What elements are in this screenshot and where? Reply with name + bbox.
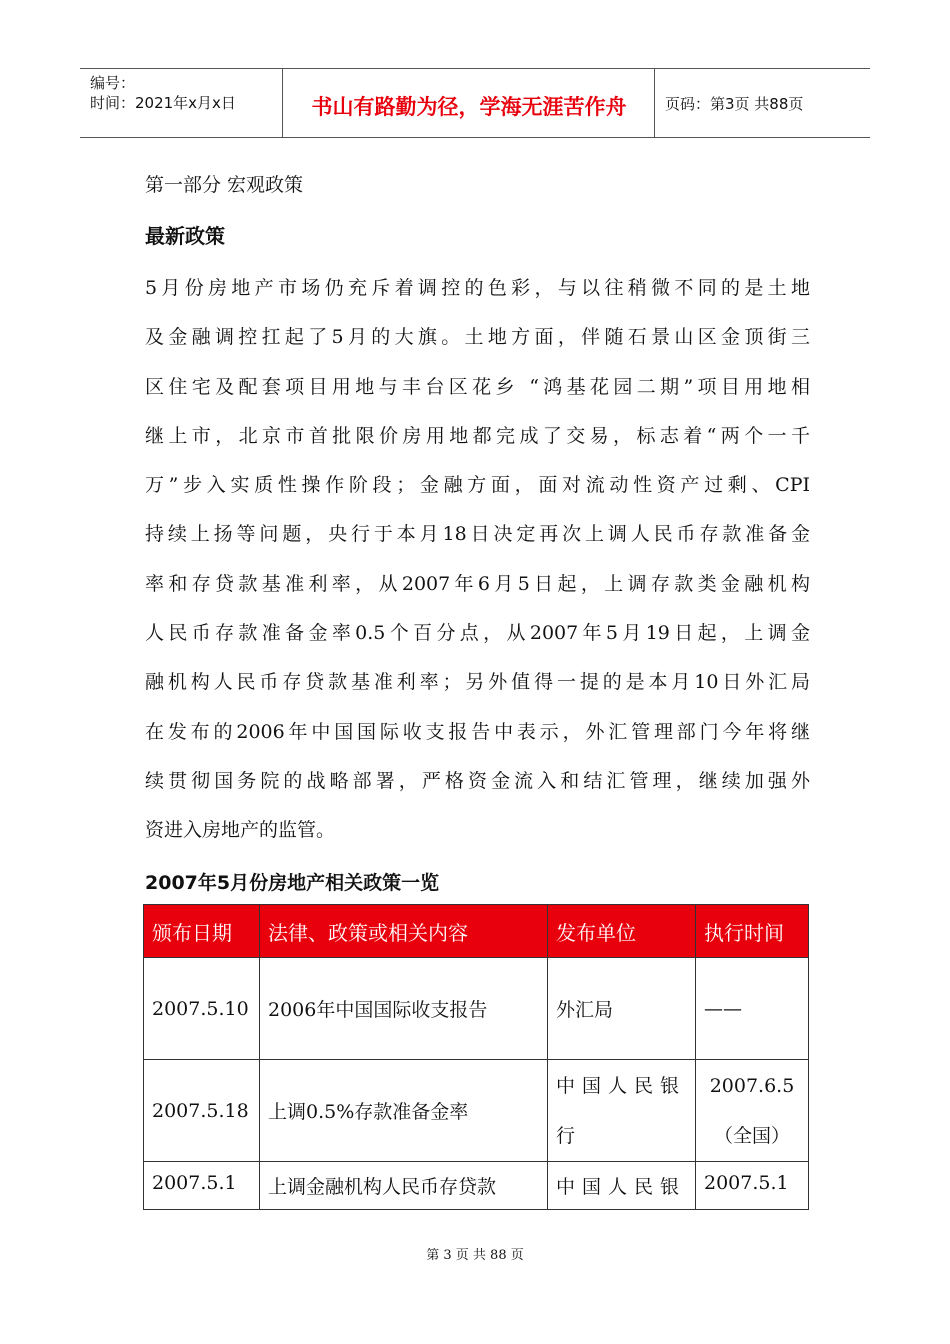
table-row — [144, 958, 809, 1060]
cell-effective: 2007.5.1 — [696, 1162, 809, 1210]
paragraph-line: 持续上扬等问题，央行于本月18日决定再次上调人民币存款准备金 — [145, 523, 810, 546]
cell-content: 上调0.5%存款准备金率 — [260, 1060, 548, 1162]
section-title: 第一部分 宏观政策 — [145, 174, 304, 196]
paragraph-line: 区住宅及配套项目用地与丰台区花乡 “鸿基花园二期”项目用地相 — [145, 375, 810, 398]
header-motto: 书山有路勤为径，学海无涯苦作舟 — [311, 95, 627, 119]
cell-date: 2007.5.10 — [144, 958, 260, 1060]
cell-content: 上调金融机构人民币存贷款 — [260, 1162, 548, 1210]
cell-issuer: 中国人民银 — [548, 1162, 696, 1210]
paragraph-line: 万”步入实质性操作阶段；金融方面，面对流动性资产过剩、CPI — [145, 474, 810, 497]
paragraph-line: 5月份房地产市场仍充斥着调控的色彩，与以往稍微不同的是土地 — [145, 277, 810, 299]
column-header: 执行时间 — [696, 905, 809, 958]
paragraph-line: 资进入房地产的监管。 — [145, 819, 336, 842]
table-row — [144, 1162, 809, 1210]
column-header: 法律、政策或相关内容 — [260, 905, 548, 958]
cell-content: 2006年中国国际收支报告 — [260, 958, 548, 1060]
paragraph-line: 及金融调控扛起了5月的大旗。土地方面，伴随石景山区金顶街三 — [145, 326, 810, 349]
policy-table — [143, 904, 809, 1210]
cell-issuer: 中国人民银行 — [548, 1060, 696, 1162]
header-page-info: 页码：第3页 共88页 — [665, 95, 804, 113]
table-row — [144, 1060, 809, 1162]
cell-issuer: 外汇局 — [548, 958, 696, 1060]
header-meta — [90, 73, 236, 113]
page-header — [80, 68, 870, 138]
cell-date: 2007.5.18 — [144, 1060, 260, 1162]
paragraph-line: 继上市，北京市首批限价房用地都完成了交易，标志着“两个一千 — [145, 424, 810, 447]
header-divider — [654, 69, 655, 137]
cell-effective: 2007.6.5（全国） — [696, 1060, 809, 1162]
subheading: 最新政策 — [145, 224, 225, 248]
serial-label: 编号： — [90, 74, 136, 92]
table-header-row — [144, 905, 809, 958]
column-header: 发布单位 — [548, 905, 696, 958]
paragraph-line: 人民币存款准备金率0.5个百分点，从2007年5月19日起，上调金 — [145, 622, 810, 645]
table-title: 2007年5月份房地产相关政策一览 — [145, 872, 440, 894]
page-footer: 第 3 页 共 88 页 — [426, 1248, 524, 1263]
paragraph-line: 在发布的2006年中国国际收支报告中表示，外汇管理部门今年将继 — [145, 720, 810, 743]
paragraph-line: 融机构人民币存贷款基准利率；另外值得一提的是本月10日外汇局 — [145, 671, 810, 694]
cell-date: 2007.5.1 — [144, 1162, 260, 1210]
cell-effective: —— — [696, 958, 809, 1060]
body-paragraph — [145, 264, 810, 856]
paragraph-line: 续贯彻国务院的战略部署，严格资金流入和结汇管理，继续加强外 — [145, 769, 810, 792]
date-line: 时间：2021年x月x日 — [90, 94, 236, 112]
paragraph-line: 率和存贷款基准利率，从2007年6月5日起，上调存款类金融机构 — [145, 572, 810, 595]
column-header: 颁布日期 — [144, 905, 260, 958]
